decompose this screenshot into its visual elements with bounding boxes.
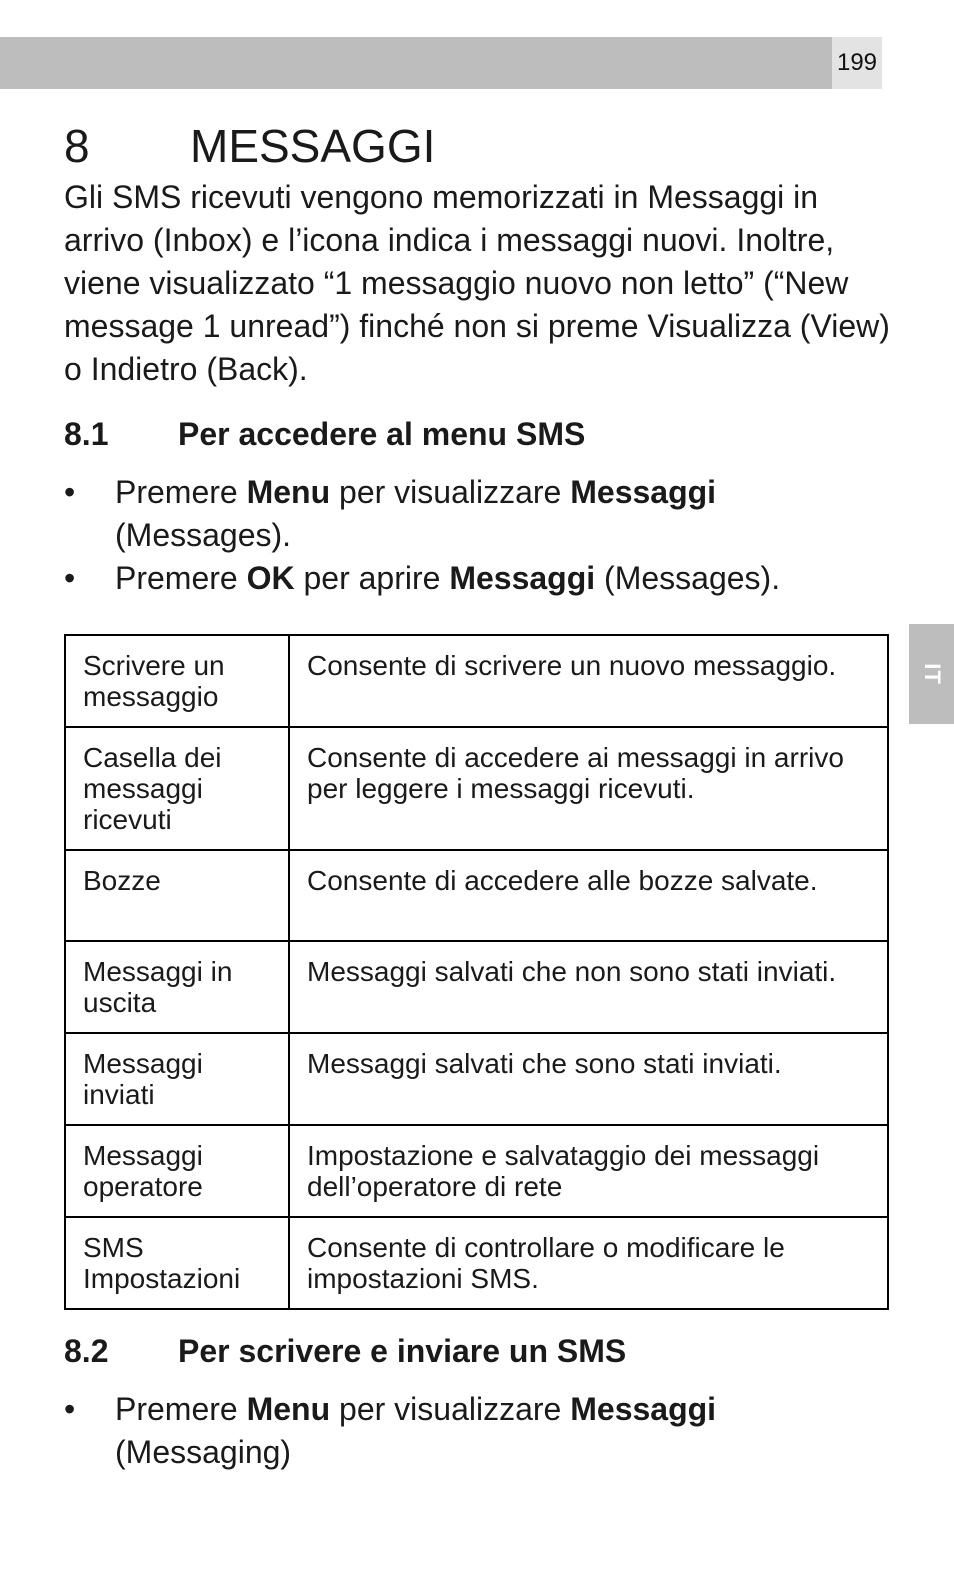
list-item [64, 557, 890, 600]
menu-option-cell: Messaggi in uscita [65, 941, 289, 1033]
page-number: 199 [832, 37, 882, 89]
menu-description-cell: Messaggi salvati che non sono stati inviati. [289, 941, 888, 1033]
bullet-bold-text: Messaggi [449, 560, 596, 596]
menu-option-cell: Messaggi operatore [65, 1125, 289, 1217]
bullet-text: Premere [115, 1391, 247, 1427]
table-row [65, 1217, 888, 1309]
bullet-bold-text: Menu [246, 474, 331, 510]
menu-option-cell: SMS Impostazioni [65, 1217, 289, 1309]
bullet-bold-text: OK [246, 560, 295, 596]
chapter-intro: Gli SMS ricevuti vengono memorizzati in Messaggi in arrivo (Inbox) e l’icona indica i messaggi nuovi. Inoltre, viene visualizzato “1 messaggio nuovo non letto” (“New message 1 unread”) finché non si preme Visualizza (View) o Indietro (Back). [64, 179, 890, 387]
bullet-icon: • [64, 560, 76, 596]
menu-description-cell: Messaggi salvati che sono stati inviati. [289, 1033, 888, 1125]
menu-description-cell: Consente di accedere ai messaggi in arrivo per leggere i messaggi ricevuti. [289, 727, 888, 850]
table-row [65, 727, 888, 850]
language-tab-label: IT [919, 663, 945, 685]
language-tab [909, 624, 954, 724]
bullet-bold-text: Menu [246, 1391, 331, 1427]
chapter-title: MESSAGGI [190, 120, 436, 172]
section-heading-8-2 [64, 1330, 890, 1372]
bullet-text: (Messages). [115, 517, 292, 553]
chapter-number: 8 [64, 120, 90, 172]
bullet-bold-text: Messaggi [570, 1391, 717, 1427]
menu-description-cell: Impostazione e salvataggio dei messaggi dell’operatore di rete [289, 1125, 888, 1217]
sms-menu-table [64, 634, 889, 1310]
bullet-list-8-2 [64, 1388, 890, 1474]
bullet-text: per visualizzare [330, 474, 571, 510]
chapter-heading [64, 118, 890, 174]
section-number: 8.2 [64, 1333, 109, 1369]
header-band [0, 37, 832, 89]
bullet-text: Premere [115, 474, 247, 510]
list-item [64, 471, 890, 557]
page-content [64, 118, 890, 1474]
table-row [65, 1033, 888, 1125]
section-title: Per accedere al menu SMS [178, 416, 586, 452]
table-row [65, 941, 888, 1033]
bullet-text: per aprire [294, 560, 450, 596]
section-title: Per scrivere e inviare un SMS [178, 1333, 627, 1369]
section-heading-8-1 [64, 413, 890, 455]
menu-description-cell: Consente di scrivere un nuovo messaggio. [289, 635, 888, 727]
bullet-bold-text: Messaggi [570, 474, 717, 510]
bullet-icon: • [64, 474, 76, 510]
bullet-text: (Messages). [595, 560, 781, 596]
list-item [64, 1388, 890, 1474]
table-row [65, 1125, 888, 1217]
menu-option-cell: Casella dei messaggi ricevuti [65, 727, 289, 850]
bullet-text: per visualizzare [330, 1391, 571, 1427]
menu-description-cell: Consente di accedere alle bozze salvate. [289, 850, 888, 941]
table-row [65, 635, 888, 727]
menu-option-cell: Bozze [65, 850, 289, 941]
bullet-list-8-1 [64, 471, 890, 600]
bullet-text: Premere [115, 560, 247, 596]
menu-description-cell: Consente di controllare o modificare le impostazioni SMS. [289, 1217, 888, 1309]
table-row [65, 850, 888, 941]
bullet-text: (Messaging) [115, 1434, 292, 1470]
section-number: 8.1 [64, 416, 109, 452]
menu-option-cell: Scrivere un messaggio [65, 635, 289, 727]
bullet-icon: • [64, 1391, 76, 1427]
menu-option-cell: Messaggi inviati [65, 1033, 289, 1125]
